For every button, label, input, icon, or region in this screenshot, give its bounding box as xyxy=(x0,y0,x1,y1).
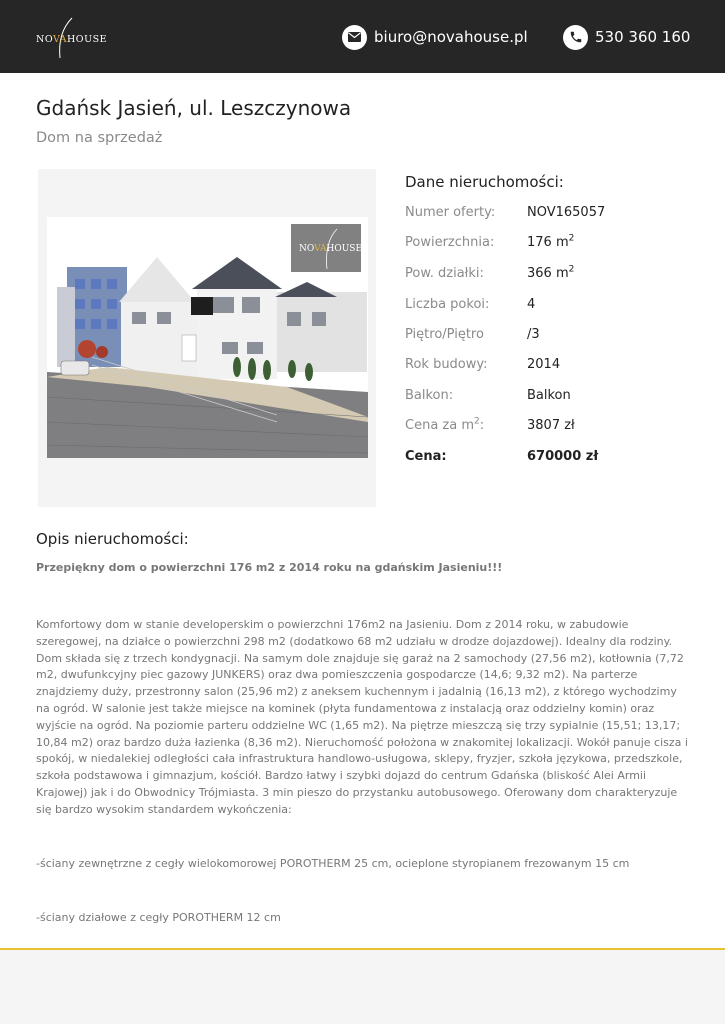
detail-value: 2014 xyxy=(527,357,561,372)
detail-label: Cena za $m^2$: xyxy=(405,416,485,433)
detail-row-rooms xyxy=(405,297,535,312)
detail-label: Powierzchnia: xyxy=(405,235,495,250)
detail-row-floor xyxy=(405,327,540,342)
detail-row-balcony xyxy=(405,388,571,403)
detail-value: Balkon xyxy=(527,388,571,403)
detail-value: 3807 zł xyxy=(527,418,575,433)
phone-link[interactable]: 530 360 160 xyxy=(595,28,691,46)
property-photo[interactable] xyxy=(47,217,368,458)
description-lead: Przepiękny dom o powierzchni 176 m2 z 2014 roku na gdańskim Jasieniu!!! xyxy=(36,561,503,574)
contact-phone[interactable] xyxy=(563,24,690,50)
page-footer xyxy=(0,950,725,1024)
detail-value: 366 $m^2$ xyxy=(527,264,575,281)
detail-row-area xyxy=(405,235,574,250)
house-photo xyxy=(47,217,368,458)
detail-row-offer-number xyxy=(405,205,605,220)
detail-label: Piętro/Piętro xyxy=(405,327,484,342)
description-line: -ściany działowe z cegły POROTHERM 12 cm xyxy=(36,911,281,924)
detail-label: Numer oferty: xyxy=(405,205,496,220)
detail-value: /3 xyxy=(527,327,540,342)
phone-icon xyxy=(563,25,588,50)
contact-email[interactable] xyxy=(342,24,528,50)
detail-label: Cena: xyxy=(405,449,447,464)
detail-row-plot-area xyxy=(405,266,574,281)
detail-value: 4 xyxy=(527,297,536,312)
detail-row-price-per-m2 xyxy=(405,418,575,433)
detail-value: 176 $m^2$ xyxy=(527,233,575,250)
detail-label: Pow. działki: xyxy=(405,266,484,281)
description-title: Opis nieruchomości: xyxy=(36,530,189,548)
envelope-icon xyxy=(342,25,367,50)
detail-value: 670000 zł xyxy=(527,449,599,464)
description-paragraph: Komfortowy dom w stanie developerskim o powierzchni 176m2 na Jasieniu. Dom z 2014 roku, w zabudowie szeregowej, na działce o powierzchni 298 m2 (dodatkowo 68 m2 udziału w drodze dojazdowej). Idealny dla rodziny. Dom składa się z trzech kondygnacji. Na samym dole znajduje się garaż na 2 samochody (27,56 m2), kotłownia (7,72 m2, dwufunkcyjny piec gazowy JUNKERS) oraz dwa pomieszczenia gospodarcze (14,6; 9,32 m2). Na parterze znajdziemy duży, przestronny salon (25,96 m2) z aneksem kuchennym i jadalnią (16,13 m2), z którego wychodzimy na ogród. W salonie jest także miejsce na kominek (płyta fundamentowa z instalacją oraz oddzielny komin) oraz wyjście na ogród. Na poziomie parteru oddzielne WC (1,65 m2). Na piętrze mieszczą się trzy sypialnie (15,51; 13,17; 10,84 m2) oraz bardzo duża łazienka (8,36 m2). Nieruchomość położona w znakomitej lokalizacji. Wokół panuje cisza i spokój, w niedalekiej odległości cała infrastruktura handlowo-usługowa, sklepy, fryzjer, szkoła językowa, przedszkole, szkoła podstawowa i gimnazjum, kościół. Bardzo łatwy i szybki dojazd do centrum Gdańska (bliskość Alei Armii Krajowej) jak i do Obwodnicy Trójmiasta. 3 min pieszo do przystanku autobusowego. Oferowany dom charakteryzuje się bardzo wysokim standardem wykończenia: xyxy=(36,618,688,816)
details-title: Dane nieruchomości: xyxy=(405,173,564,191)
detail-label: Liczba pokoi: xyxy=(405,297,490,312)
detail-row-year-built xyxy=(405,357,560,372)
listing-subtitle: Dom na sprzedaż xyxy=(36,130,163,146)
page-header xyxy=(0,0,725,73)
detail-label: Rok budowy: xyxy=(405,357,488,372)
watermark-logo-text: NOVAHOUSE xyxy=(299,244,363,254)
logo-text: NOVAHOUSE xyxy=(36,34,108,45)
detail-label: Balkon: xyxy=(405,388,454,403)
description-line: -ściany zewnętrzne z cegły wielokomorowej POROTHERM 25 cm, ocieplone styropianem frezowanym 15 cm xyxy=(36,857,630,870)
listing-title: Gdańsk Jasień, ul. Leszczynowa xyxy=(36,96,352,120)
novahouse-logo[interactable] xyxy=(36,22,106,62)
email-link[interactable]: biuro@novahouse.pl xyxy=(374,28,528,46)
detail-value: NOV165057 xyxy=(527,205,606,220)
detail-row-price xyxy=(405,449,598,464)
